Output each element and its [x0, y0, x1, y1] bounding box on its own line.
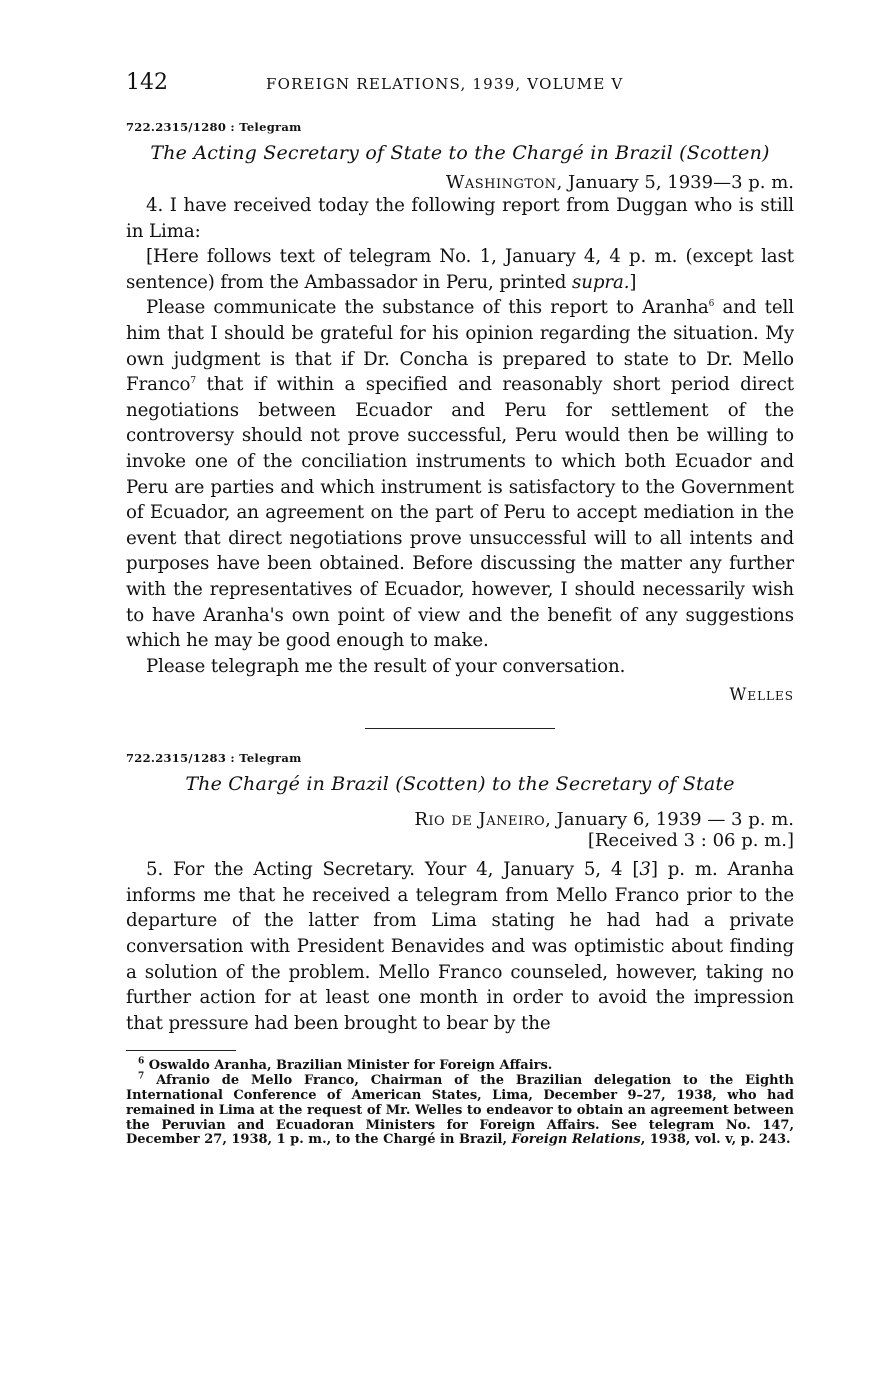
para-text: that if within a specified and reasonably short period direct negotiations between Ecuador and Peru for settlement of the controversy should not prove successful, Peru would then be willing to invoke one of the conciliation instruments to which both Ecuador and Peru are parties and which instrument is satisfactory to the Government of Ecuador, an agreement on the part of Peru to accept mediation in the event that direct negotiations prove unsuccessful will to all intents and purposes have been obtained. Before discussing the matter any further with the representatives of Ecuador, however, I should necessarily wish to have Aranha's own point of view and the benefit of any suggestions which he may be good enough to make.	[126, 374, 794, 652]
footnote-6	[126, 1059, 794, 1074]
document-title-2: The Chargé in Brazil (Scotten) to the Secretary of State	[185, 773, 735, 796]
para-text: 5. For the Acting Secretary. Your 4, January 5, 4 [	[146, 859, 640, 881]
para-text: [Here follows text of telegram No. 1, January 4, 4 p. m. (except last sentence) from the Ambassador in Peru, printed	[126, 246, 794, 293]
para-text-italic: 3	[639, 859, 651, 881]
signature-welles: Welles	[729, 685, 794, 705]
para-text: Please communicate the substance of this report to Aranha	[146, 297, 709, 319]
footnote-7-italic: Foreign Relations	[511, 1132, 641, 1148]
footnote-marker-7: 7	[190, 376, 197, 387]
dateline-2	[126, 809, 794, 830]
file-number-1: 722.2315/1280 : Telegram	[126, 120, 302, 134]
page-number: 142	[126, 70, 168, 95]
received-stamp: [Received 3 : 06 p. m.]	[587, 830, 794, 852]
paragraph-1-3	[126, 295, 794, 653]
footnote-marker-6: 6	[708, 299, 715, 310]
footnote-7-text: Afranio de Mello Franco, Chairman of the Brazilian delegation to the Eighth International Conference of American States, Lima, December 9–27, 1938, who had remained in Lima at the request of Mr. Welles to endeavor to obtain an agreement between the Peruvian and Ecuadoran Ministers for Foreign Affairs. See telegram No. 147, December 27, 1938, 1 p. m., to the Chargé in Brazil,	[126, 1073, 794, 1148]
dateline-place-2: Rio de Janeiro	[414, 809, 546, 831]
paragraph-2-1	[126, 857, 794, 1036]
dateline-place-1: Washington	[445, 172, 557, 193]
paragraph-1-4: Please telegraph me the result of your conversation.	[146, 655, 626, 677]
document-page	[126, 70, 794, 1148]
footnote-divider	[126, 1050, 236, 1051]
footnote-6-text: Oswaldo Aranha, Brazilian Minister for Foreign Affairs.	[144, 1058, 553, 1074]
footnote-7	[126, 1071, 794, 1148]
page-header	[126, 70, 794, 106]
footnote-7-marker: 7	[138, 1071, 145, 1082]
para-text: ] p. m. Aranha informs me that he received a telegram from Mello Franco prior to the departure of the latter from Lima stating he had had a private conversation with President Benavides and was optimistic about finding a solution of the problem. Mello Franco counseled, however, taking no further action for at least one month in order to avoid the impression that pressure had been brought to bear by the	[126, 859, 794, 1034]
paragraph-1-2	[126, 244, 794, 295]
file-number-2: 722.2315/1283 : Telegram	[126, 751, 302, 766]
para-text: and tell him that I should be grateful for his opinion regarding the situation. My own judgment is that if Dr. Concha is prepared to state to Dr. Mello Franco	[126, 297, 794, 396]
section-divider	[365, 728, 555, 729]
dateline-date-1: , January 5, 1939—3 p. m.	[556, 172, 794, 193]
dateline-1	[126, 172, 794, 193]
running-head: FOREIGN RELATIONS, 1939, VOLUME V	[266, 75, 624, 93]
dateline-date-2: , January 6, 1939 — 3 p. m.	[545, 809, 794, 831]
paragraph-1-1: 4. I have received today the following report from Duggan who is still in Lima:	[126, 195, 794, 242]
para-text: ]	[629, 271, 637, 293]
document-title-1: The Acting Secretary of State to the Chargé in Brazil (Scotten)	[150, 142, 770, 164]
footnote-6-marker: 6	[138, 1057, 145, 1068]
footnote-7-end: , 1938, vol. v, p. 243.	[640, 1132, 791, 1148]
para-text-italic: supra.	[571, 271, 630, 293]
